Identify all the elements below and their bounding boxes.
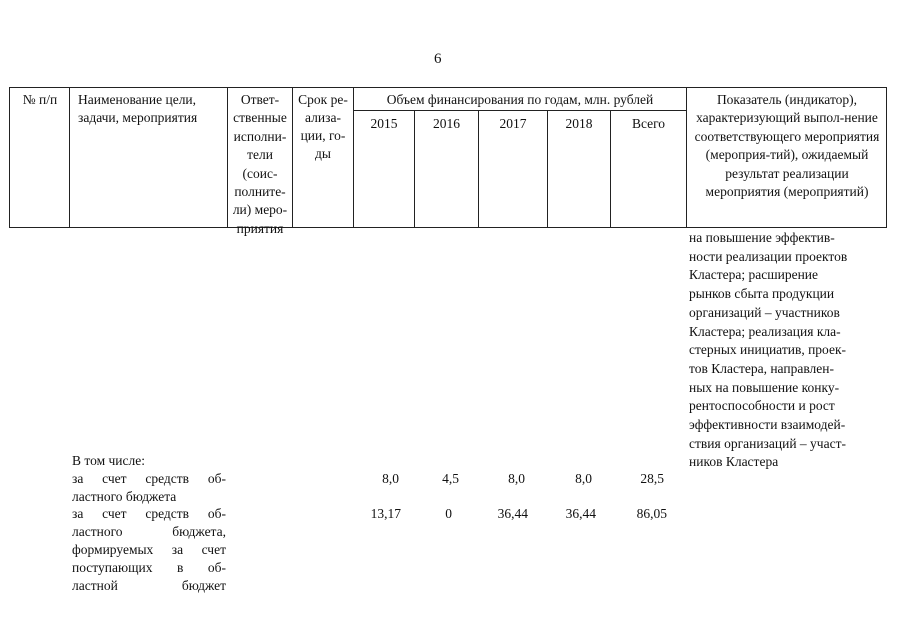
row-2-total: 86,05 [636,506,667,521]
col-border-5 [686,87,687,228]
indicator-line: эффективности взаимодей- [689,417,846,433]
indicator-line: ных на повышение конку- [689,379,840,395]
indicator-line: Кластера; реализация кла- [689,323,841,339]
row-2-label-line: формируемых за счет [72,542,226,557]
row-1-2016: 4,5 [442,471,459,486]
including-label: В том числе: [72,453,145,468]
header-term: Срок ре-ализа-ции, го-ды [298,92,348,161]
row-2-label-line: ластного бюджета, [72,524,226,539]
row-2-2016: 0 [445,506,452,521]
row-2-2017: 36,44 [497,506,528,521]
col-border-2 [227,87,228,228]
header-funding: Объем финансирования по годам, млн. рублей [386,92,654,107]
col-border-year-1 [414,110,415,228]
header-indicator: Показатель (индикатор), характеризующий выпол-нение соответствующего мероприятия (мероприя-тий), ожидаемый результат реализации мероприятия (мероприятий) [694,92,880,200]
col-border-4 [353,87,354,228]
indicator-line: ников Кластера [689,454,779,470]
col-border-year-2 [478,110,479,228]
col-border-year-4 [610,110,611,228]
row-2-2015: 13,17 [370,506,401,521]
funding-subheader-border [353,110,686,111]
row-1-label [72,470,226,506]
col-border-3 [292,87,293,228]
indicator-line: Кластера; расширение [689,267,819,283]
row-2-label-line: поступающих в об- [72,560,226,575]
header-num: № п/п [22,92,58,107]
indicator-text [689,229,885,472]
table-top-border [9,87,887,88]
col-border-left [9,87,10,228]
indicator-line: организаций – участников [689,304,840,320]
header-name: Наименование цели, задачи, мероприятия [78,92,198,125]
indicator-line: ствия организаций – участ- [689,435,846,451]
col-border-right [886,87,887,228]
row-1-2017: 8,0 [508,471,525,486]
col-border-1 [69,87,70,228]
row-1-2015: 8,0 [382,471,399,486]
indicator-line: ности реализации проектов [689,248,848,264]
row-1-total: 28,5 [640,471,664,486]
indicator-line: рентоспособности и рост [689,398,835,414]
row-2-label-line: за счет средств об- [72,506,226,521]
indicator-line: рынков сбыта продукции [689,286,835,302]
col-border-year-3 [547,110,548,228]
row-2-2018: 36,44 [565,506,596,521]
table-bottom-border [9,227,887,228]
row-1-label-line: ластного бюджета [72,489,177,504]
indicator-line: стерных инициатив, проек- [689,342,847,358]
indicator-line: на повышение эффектив- [689,230,835,245]
row-1-label-line: за счет средств об- [72,471,226,486]
row-2-label-line: ластной бюджет [72,578,226,593]
row-1-2018: 8,0 [575,471,592,486]
header-year-2018: 2018 [565,116,593,131]
row-2-label [72,505,226,595]
header-executors: Ответ-ственные исполни-тели (соис-полните-ли) меро-приятия [232,92,288,236]
header-total: Всего [631,116,666,131]
header-year-2017: 2017 [499,116,527,131]
header-year-2016: 2016 [433,116,460,131]
page-number: 6 [434,51,442,67]
indicator-line: тов Кластера, направлен- [689,360,834,376]
header-year-2015: 2015 [370,116,398,131]
